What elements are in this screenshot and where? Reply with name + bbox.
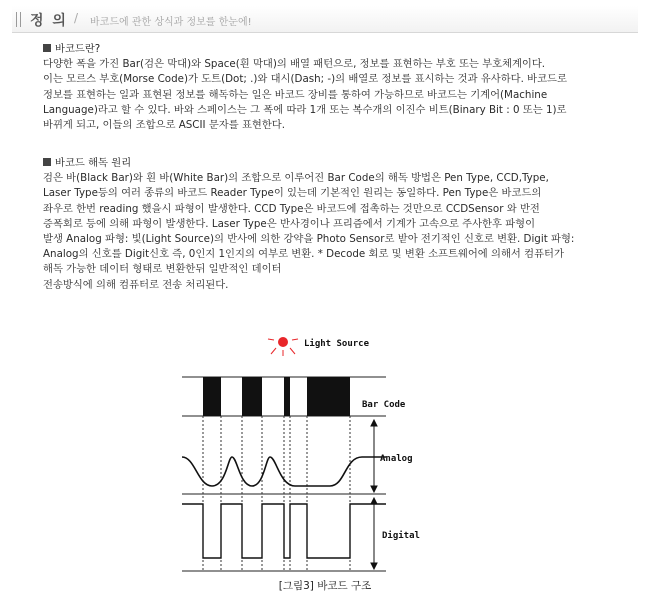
paragraph-line: 이는 모르스 부호(Morse Code)가 도트(Dot; .)와 대시(Dash; -)의 배열로 정보를 표시하는 것과 유사하다. 바코드로 [43, 73, 567, 86]
page-subtitle: 바코드에 관한 상식과 정보를 한눈에! [90, 17, 252, 28]
barcode-diagram [0, 326, 650, 576]
section-barcode-definition [43, 42, 643, 133]
header-bar-mark [16, 12, 21, 27]
paragraph-line: Language)라고 할 수 있다. 바와 스페이스는 그 폭에 따라 1개 또는 복수개의 이진수 비트(Binary Bit : 0 또는 1)로 [43, 103, 567, 116]
figure-caption: [그림3] 바코드 구조 [278, 580, 372, 592]
light-source-icon [268, 337, 298, 356]
light-source-label: Light Source [304, 339, 370, 349]
black-bar [284, 377, 290, 416]
paragraph-line: 검은 바(Black Bar)와 흰 바(White Bar)의 조합으로 이루어진 Bar Code의 해독 방법은 Pen Type, CCD,Type, [43, 172, 549, 185]
paragraph-line: Analog의 신호를 Digit신호 즉, 0인지 1인지의 여부로 변환. * Decode 회로 및 변환 소프트웨어에 의해서 컴퓨터가 [43, 248, 564, 261]
black-bar [242, 377, 262, 416]
paragraph-line: 좌우로 한번 reading 했을시 파형이 발생한다. CCD Type은 바코드에 접촉하는 것만으로 CCDSensor 와 반전 [43, 202, 540, 215]
section-heading [43, 42, 643, 57]
square-bullet-icon [43, 44, 51, 52]
bar-code-label: Bar Code [362, 400, 406, 410]
paragraph-line: 정보를 표현하는 일과 표현된 정보를 해독하는 일은 바코드 장비를 통하여 가능하므로 바코드는 기계어(Machine [43, 88, 548, 101]
black-bar [203, 377, 221, 416]
paragraph-line: Laser Type등의 여러 종류의 바코드 Reader Type이 있는데 기본적인 원리는 동일하다. Pen Type은 바코드의 [43, 187, 542, 200]
section-heading-text: 바코드 해독 원리 [55, 157, 132, 169]
paragraph-line: 전송방식에 의해 컴퓨터로 전송 처리된다. [43, 278, 229, 291]
paragraph-line: 증폭회로 등에 의해 파형이 발생한다. Laser Type은 반사경이나 프리즘에서 기계가 고속으로 주사한후 파형이 [43, 217, 536, 230]
page-header [12, 6, 638, 33]
digital-range-arrow [371, 498, 377, 569]
analog-label: Analog [380, 454, 413, 464]
section-heading [43, 156, 643, 171]
digital-label: Digital [382, 531, 420, 541]
square-bullet-icon [43, 158, 51, 166]
paragraph-line: 다양한 폭을 가진 Bar(검은 막대)와 Space(흰 막대)의 배열 패턴으로, 정보를 표현하는 부호 또는 부호체계이다. [43, 58, 546, 71]
black-bar [307, 377, 350, 416]
section-heading-text: 바코드란? [55, 43, 101, 55]
paragraph-line: 해독 가능한 데이터 형태로 변환한뒤 일반적인 데이터 [43, 263, 282, 276]
section-decoding-principle [43, 156, 643, 293]
digital-waveform [182, 504, 386, 558]
page-title: 정 의 [30, 13, 68, 29]
paragraph-line: 바뀌게 되고, 이들의 조합으로 ASCII 문자를 표현한다. [43, 119, 286, 132]
barcode-structure-figure [0, 326, 650, 600]
analog-range-arrow [371, 420, 377, 492]
header-separator: / [74, 11, 79, 25]
paragraph-line: 발생 Analog 파형: 빛(Light Source)의 반사에 의한 강약을 Photo Sensor로 받아 전기적인 신호로 변환. Digit 파형: [43, 233, 575, 246]
